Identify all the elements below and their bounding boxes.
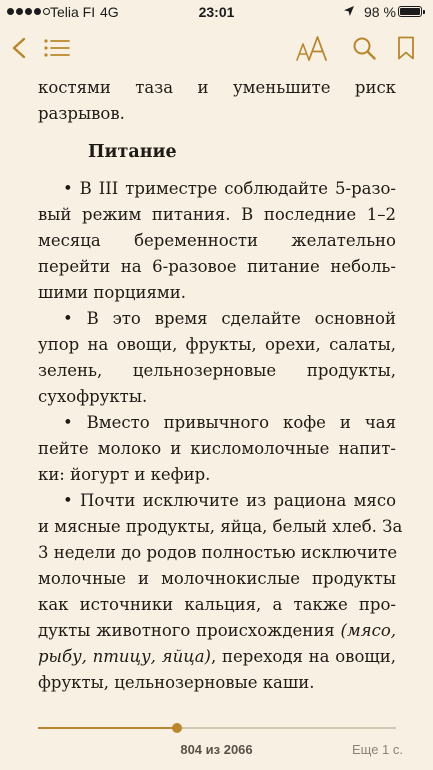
location-arrow-icon xyxy=(343,5,355,17)
text-line: упор на овощи, фрукты, орехи, салаты, xyxy=(38,335,396,354)
bookmark-icon[interactable] xyxy=(397,36,415,60)
text-line: разрывов. xyxy=(38,104,125,123)
text-line: как источники кальция, а также про- xyxy=(38,595,396,614)
reading-progress-slider[interactable] xyxy=(38,722,396,734)
text-line: и мясные продукты, яйца, белый хлеб. За xyxy=(38,517,403,536)
status-time: 23:01 xyxy=(198,4,235,20)
font-size-icon[interactable] xyxy=(296,33,328,63)
progress-fill xyxy=(38,727,177,729)
search-icon[interactable] xyxy=(352,36,376,60)
battery-percent: 98 % xyxy=(364,4,396,20)
section-heading: Питание xyxy=(88,142,177,162)
status-bar xyxy=(0,0,433,24)
table-of-contents-icon[interactable] xyxy=(44,38,70,58)
text-line: вый режим питания. В последние 1–2 xyxy=(38,205,396,224)
text-line: 3 недели до родов полностью исключите xyxy=(38,543,398,562)
text-line: • Почти исключите из рациона мясо xyxy=(63,491,396,510)
text-line: шими порциями. xyxy=(38,283,187,302)
text-line: фрукты, цельнозерновые каши. xyxy=(38,673,315,692)
text-line: ки: йогурт и кефир. xyxy=(38,465,211,484)
network-type: 4G xyxy=(100,4,119,20)
italic-text: (мясо, xyxy=(340,621,396,640)
text-line xyxy=(38,644,396,670)
text-line: • Вместо привычного кофе и чая xyxy=(63,413,396,432)
text-line xyxy=(38,618,396,644)
text-line: • В III триместре соблюдайте 5-разо- xyxy=(63,179,396,198)
book-page xyxy=(38,75,403,696)
text-line: костями таза и уменьшите риск xyxy=(38,78,396,97)
text-span: , переходя на овощи, xyxy=(210,647,396,666)
text-line: молочные и молочнокислые продукты xyxy=(38,569,396,588)
italic-text: рыбу, птицу, яйца) xyxy=(38,647,211,666)
text-line: • В это время сделайте основной xyxy=(63,309,396,328)
pages-remaining: Еще 1 с. xyxy=(351,742,403,757)
text-line: перейти на 6-разовое питание неболь- xyxy=(38,257,396,276)
page-counter: 804 из 2066 xyxy=(180,742,253,757)
text-span: дукты животного происхождения xyxy=(38,621,341,640)
text-line: пейте молоко и кисломолочные напит- xyxy=(38,439,396,458)
progress-thumb[interactable] xyxy=(172,723,182,733)
battery-icon xyxy=(398,6,422,17)
carrier-name: Telia FI xyxy=(50,4,96,20)
text-line: зелень, цельнозерновые продукты, xyxy=(38,361,396,380)
text-line: сухофрукты. xyxy=(38,387,148,406)
text-line: месяца беременности желательно xyxy=(38,231,396,250)
back-chevron-icon[interactable] xyxy=(10,37,28,59)
